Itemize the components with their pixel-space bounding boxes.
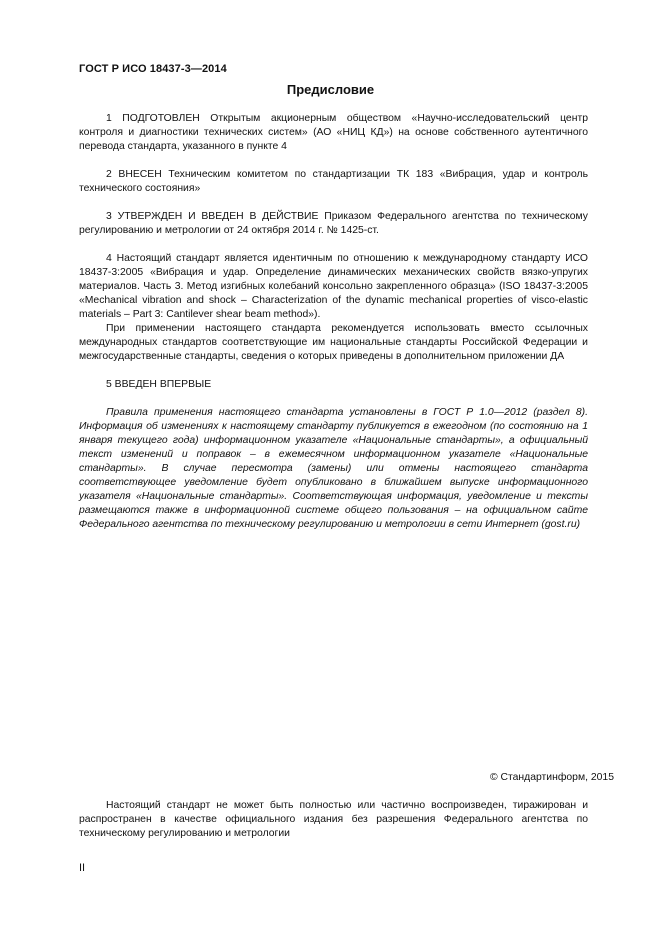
page-number: II <box>79 862 86 874</box>
paragraph-first-introduced: 5 ВВЕДЕН ВПЕРВЫЕ <box>106 379 212 390</box>
reproduction-notice <box>79 799 588 841</box>
copyright-line: © Стандартинформ, 2015 <box>489 772 614 783</box>
paragraph-references: При применении настоящего стандарта рекомендуется использовать вместо ссылочных международных стандартов соответствующие им национальные стандарты Российской Федерации и межгосударственные стандарты, сведения о которых приведены в дополнительном приложении ДА <box>79 323 588 362</box>
document-code: ГОСТ Р ИСО 18437-3—2014 <box>79 63 227 75</box>
paragraph-prepared: 1 ПОДГОТОВЛЕН Открытым акционерным обществом «Научно-исследовательский центр контроля и диагностики технических систем» (АО «НИЦ КД») на основе собственного аутентичного перевода стандарта, указанного в пункте 4 <box>79 113 588 152</box>
paragraph-identical: 4 Настоящий стандарт является идентичным по отношению к международному стандарту ИСО 18437-3:2005 «Вибрация и удар. Определение динамических механических свойств вязко-упругих материалов. Часть 3. Метод изгибных колебаний консольно закрепленного образца» (ISO 18437-3:2005 «Mechanical vibration and shock – Characterization of the dynamic mechanical properties of visco-elastic materials – Part 3: Cantilever shear beam method»). <box>79 253 588 320</box>
page-title: Предисловие <box>286 82 375 97</box>
preface-body <box>79 112 588 532</box>
paragraph-approved: 3 УТВЕРЖДЕН И ВВЕДЕН В ДЕЙСТВИЕ Приказом Федерального агентства по техническому регулированию и метрологии от 24 октября 2014 г. № 1425-ст. <box>79 211 588 236</box>
paragraph-introduced: 2 ВНЕСЕН Техническим комитетом по стандартизации ТК 183 «Вибрация, удар и контроль технического состояния» <box>79 169 588 194</box>
paragraph-application-rules: Правила применения настоящего стандарта установлены в ГОСТ Р 1.0—2012 (раздел 8). Информация об изменениях к настоящему стандарту публикуется в ежегодном (по состоянию на 1 января текущего года) информационном указателе «Национальные стандарты», а официальный текст изменений и поправок – в ежемесячном информационном указателе «Национальные стандарты». В случае пересмотра (замены) или отмены настоящего стандарта соответствующее уведомление будет опубликовано в ближайшем выпуске информационного указателя «Национальные стандарты». Соответствующая информация, уведомление и тексты размещаются также в информационной системе общего пользования – на официальном сайте Федерального агентства по техническому регулированию и метрологии в сети Интернет (gost.ru) <box>79 407 588 530</box>
notice-text: Настоящий стандарт не может быть полностью или частично воспроизведен, тиражирован и распространен в качестве официального издания без разрешения Федерального агентства по техническому регулированию и метрологии <box>79 800 588 839</box>
